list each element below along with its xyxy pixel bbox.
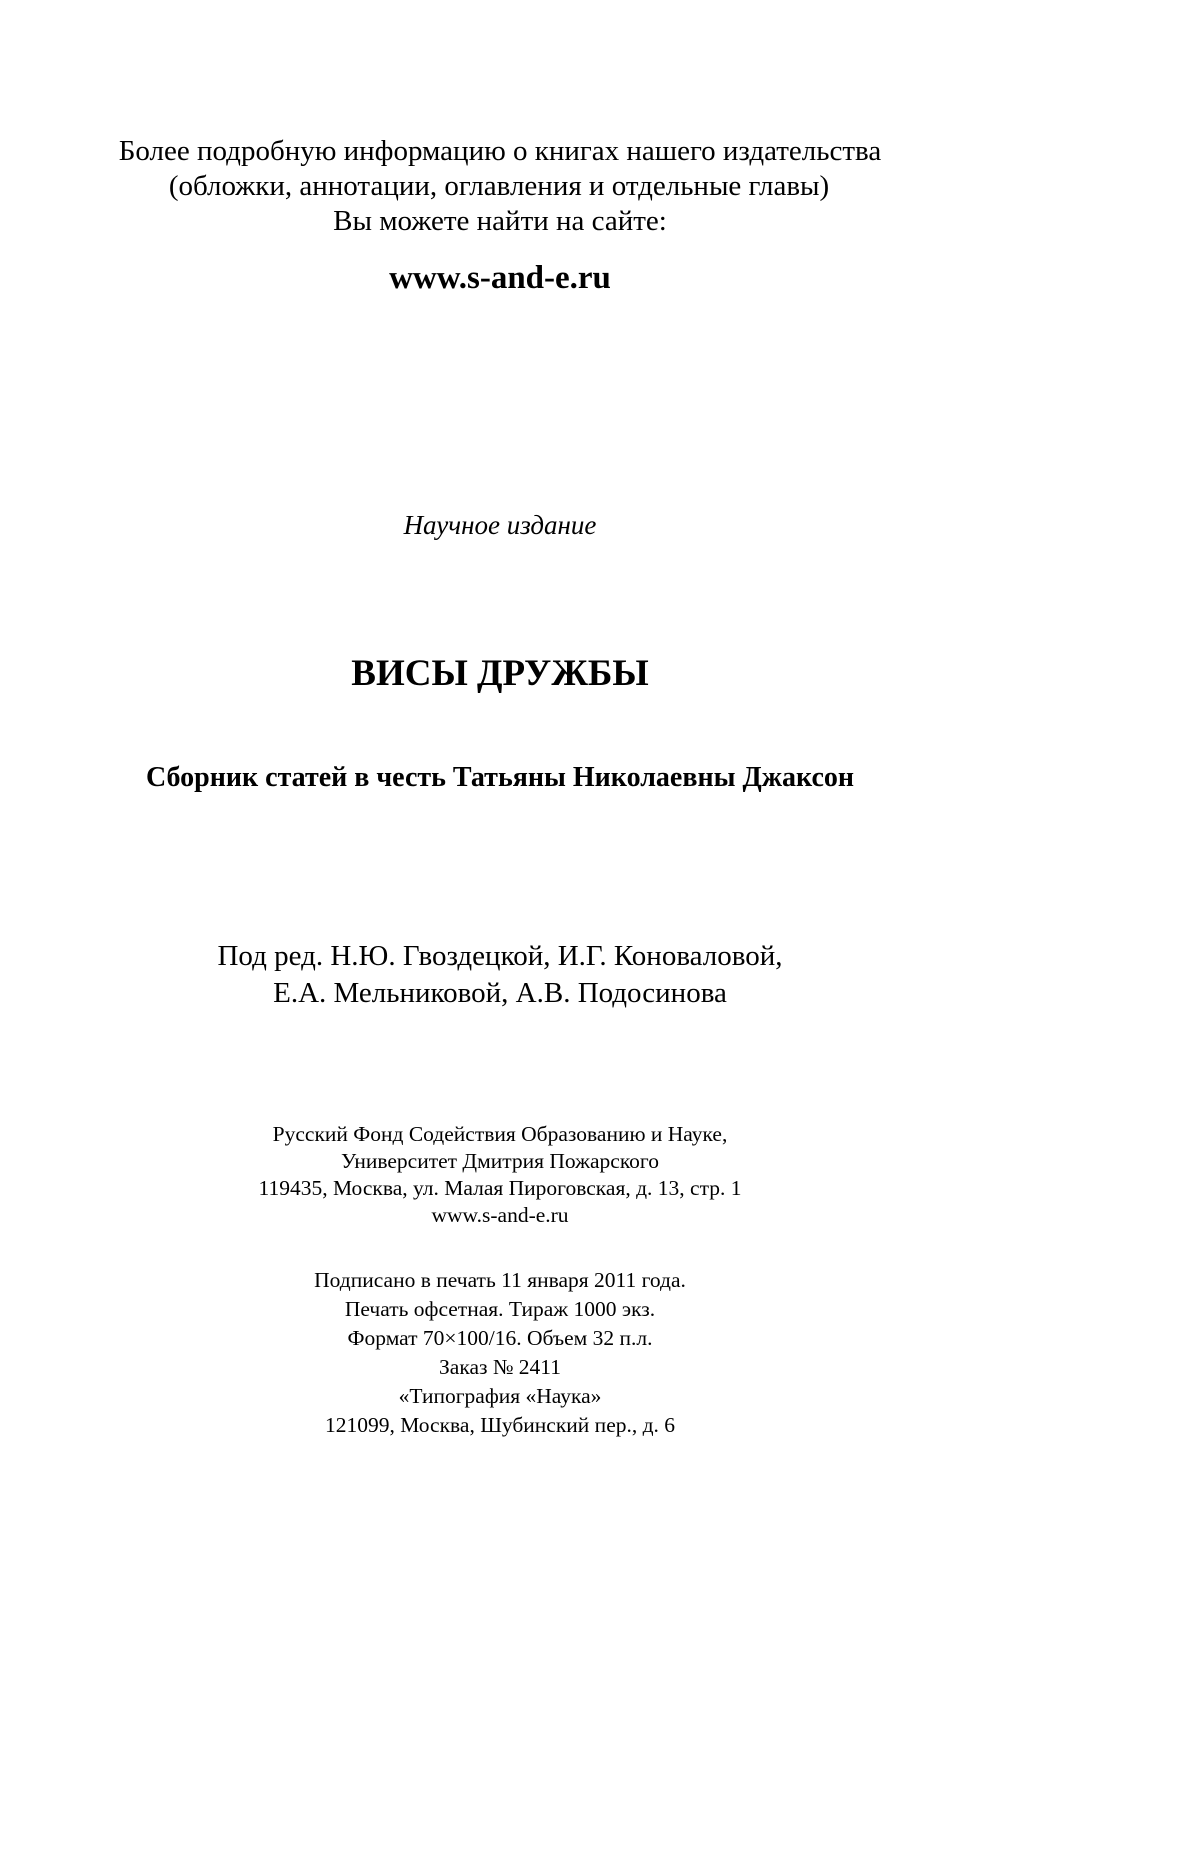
info-line: (обложки, аннотации, оглавления и отдельные главы) xyxy=(168,170,830,202)
publisher-url: www.s-and-e.ru xyxy=(431,1203,569,1227)
editors-line: Под ред. Н.Ю. Гвоздецкой, И.Г. Коноваловой, xyxy=(217,940,783,972)
printing-line: Печать офсетная. Тираж 1000 экз. xyxy=(344,1297,656,1321)
website-url: www.s-and-e.ru xyxy=(389,260,611,296)
publisher-info-notice xyxy=(0,134,1000,239)
info-line: Более подробную информацию о книгах нашего издательства xyxy=(118,135,882,167)
printing-line: 121099, Москва, Шубинский пер., д. 6 xyxy=(324,1413,676,1437)
printing-details xyxy=(0,1266,1000,1440)
editors xyxy=(0,938,1000,1012)
info-line: Вы можете найти на сайте: xyxy=(333,205,667,237)
printing-line: Заказ № 2411 xyxy=(439,1355,561,1379)
printing-line: «Типография «Наука» xyxy=(398,1384,602,1408)
book-subtitle: Сборник статей в честь Татьяны Николаевны Джаксон xyxy=(145,762,855,793)
edition-type: Научное издание xyxy=(403,510,597,540)
editors-line: Е.А. Мельниковой, А.В. Подосинова xyxy=(273,977,727,1009)
printing-line: Формат 70×100/16. Объем 32 п.л. xyxy=(347,1326,653,1350)
publisher-address xyxy=(0,1121,1000,1229)
publisher-line: 119435, Москва, ул. Малая Пироговская, д. 13, стр. 1 xyxy=(258,1176,742,1200)
publisher-line: Университет Дмитрия Пожарского xyxy=(341,1149,659,1173)
book-title: ВИСЫ ДРУЖБЫ xyxy=(351,653,649,694)
publisher-line: Русский Фонд Содействия Образованию и Науке, xyxy=(272,1122,728,1146)
printing-line: Подписано в печать 11 января 2011 года. xyxy=(314,1268,686,1292)
